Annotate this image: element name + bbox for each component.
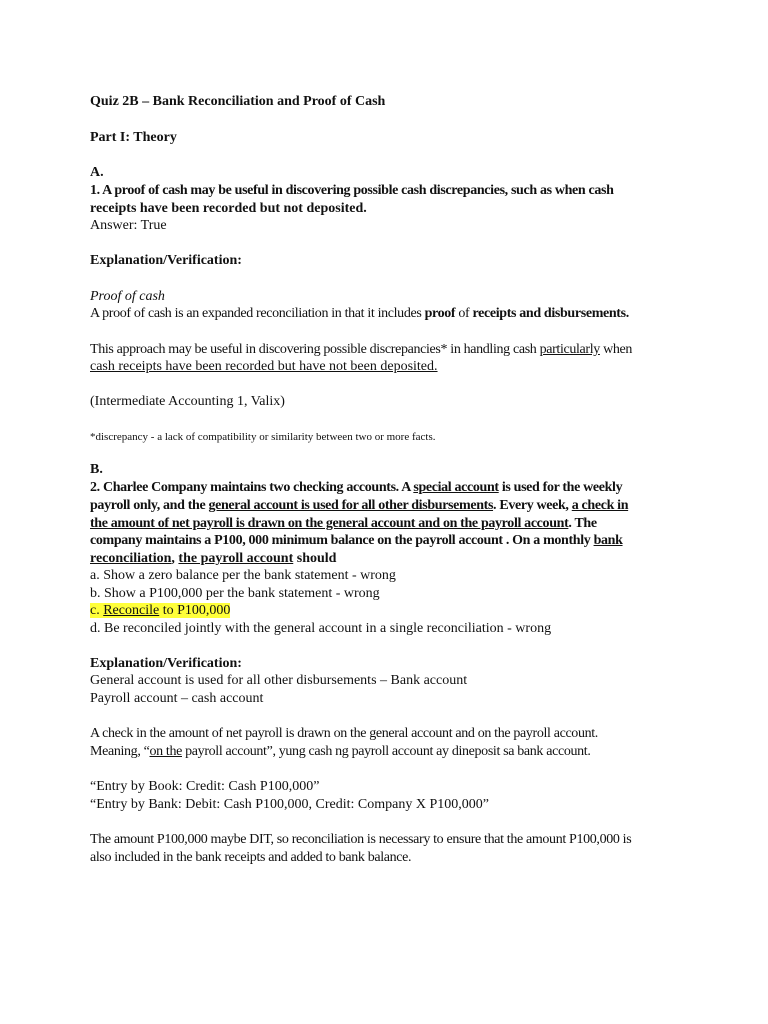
choice-c-amount: to P100,000 [159,603,231,618]
question-2-line-2 [90,497,628,515]
explanation-payroll-account: Payroll account – cash account [90,691,264,706]
q2-underline-net-payroll: the amount of net payroll is drawn on the general account and on the payroll account [90,516,569,531]
choice-c-underline-reconcile: Reconcile [103,603,160,618]
q2-text-minimum: company maintains a P100, 000 minimum balance on the payroll account . On a monthly [90,533,594,548]
approach-underline-receipts: cash receipts have been recorded but have not been deposited. [90,359,438,374]
q2-text-payroll: payroll only, and the [90,498,209,513]
q2-text-every-week: . Every week, [493,498,572,513]
question-2-line-3 [90,515,597,533]
proof-of-cash-definition [90,305,629,323]
choice-c-highlight [90,603,230,618]
approach-text: This approach may be useful in discovering possible discrepancies* in handling cash [90,342,540,357]
q2-underline-bank: bank [593,533,623,548]
entry-by-book: “Entry by Book: Credit: Cash P100,000” [90,779,320,794]
definition-bold-proof: proof [424,306,456,321]
approach-line-2 [90,358,438,376]
q2-underline-payroll-account: the payroll account [178,551,294,566]
choice-b: b. Show a P100,000 per the bank statement - wrong [90,586,380,601]
entry-by-bank: “Entry by Bank: Debit: Cash P100,000, Credit: Company X P100,000” [90,797,489,812]
question-2-line-1 [90,479,622,497]
definition-text: A proof of cash is an expanded reconciliation in that it includes [90,306,425,321]
question-1-line-2: receipts have been recorded but not deposited. [90,201,367,216]
explanation-general-account: General account is used for all other disbursements – Bank account [90,673,468,688]
approach-text-when: when [599,342,632,357]
q2-underline-reconciliation: reconciliation [90,551,172,566]
footnote: *discrepancy - a lack of compatibility or similarity between two or more facts. [90,431,436,443]
meaning-text-rest: payroll account”, yung cash ng payroll account ay dineposit sa bank account. [182,744,591,759]
explanation-heading-a: Explanation/Verification: [90,253,242,268]
choice-c [90,602,230,620]
page-title: Quiz 2B – Bank Reconciliation and Proof of Cash [90,94,386,109]
section-a-label: A. [90,165,104,180]
explanation-heading-b: Explanation/Verification: [90,656,242,671]
explanation-check: A check in the amount of net payroll is drawn on the general account and on the payroll account. [90,726,598,741]
question-2-line-4 [90,532,623,550]
citation: (Intermediate Accounting 1, Valix) [90,394,285,409]
q2-text-comma: , [171,551,179,566]
approach-line-1 [90,341,632,359]
part-heading: Part I: Theory [90,130,177,145]
definition-text-of: of [455,306,473,321]
q2-text: 2. Charlee Company maintains two checking accounts. A [90,480,414,495]
q2-text-the: . The [568,516,597,531]
explanation-meaning [90,743,590,761]
final-line-2: also included in the bank receipts and added to bank balance. [90,850,412,865]
q2-text-should: should [293,551,337,566]
definition-bold-receipts: receipts and disbursements. [472,306,629,321]
q2-underline-general-account: general account is used for all other disbursements [208,498,494,513]
proof-of-cash-term: Proof of cash [90,289,165,304]
meaning-text: Meaning, “ [90,744,150,759]
question-1-answer: Answer: True [90,218,167,233]
choice-a: a. Show a zero balance per the bank statement - wrong [90,568,396,583]
q2-underline-special-account: special account [413,480,499,495]
q2-text-weekly: is used for the weekly [498,480,623,495]
question-2-line-5 [90,550,336,568]
section-b-label: B. [90,462,103,477]
q2-underline-check-in: a check in [571,498,629,513]
question-1-line-1: 1. A proof of cash may be useful in discovering possible cash discrepancies, such as when cash [90,183,614,198]
choice-c-prefix: c. [90,603,104,618]
choice-d: d. Be reconciled jointly with the general account in a single reconciliation - wrong [90,621,552,636]
approach-underline-particularly: particularly [539,342,600,357]
meaning-underline-on-the: on the [149,744,182,759]
final-line-1: The amount P100,000 maybe DIT, so reconciliation is necessary to ensure that the amount P100,000 is [90,832,632,847]
